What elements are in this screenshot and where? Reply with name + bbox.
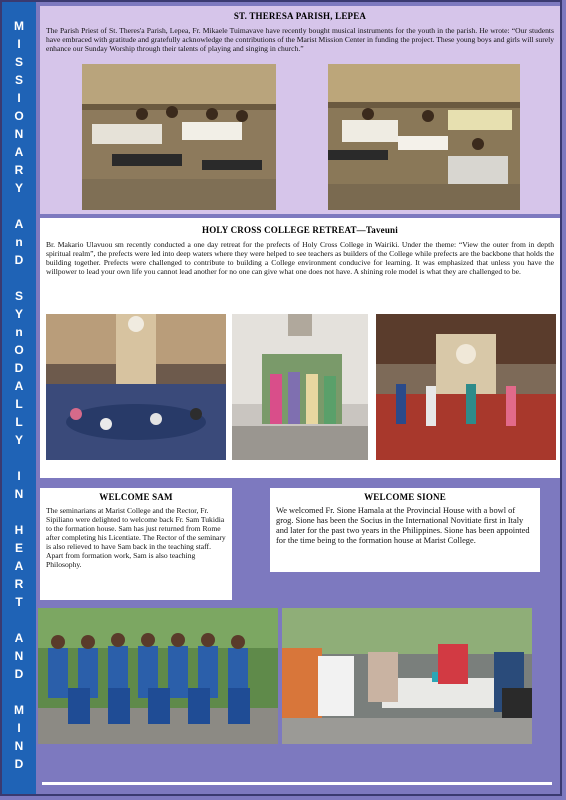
spine-letter: L [15,415,23,429]
photo-seminarians-group [38,608,278,744]
section-body: The seminarians at Marist College and the Rector, Fr. Sipiliano were delighted to welcome back Fr. Sam Tukidia to the formation house. Sam has just returned from Rome after completing his Licentiate. The Rector of the seminary is also relieved to have Sam back in the teaching staff. Apart from formation work, Sam is also teaching Philosophy. [46,506,226,569]
spine-letter: N [14,649,24,663]
photo-youth-keyboards-right [328,64,520,210]
spine-letter: n [15,325,23,339]
spine-letter: M [14,703,24,717]
spine-letter: N [14,739,24,753]
vertical-title-spine [2,2,36,796]
spine-letter: L [15,397,23,411]
st-theresa-parish-section [40,6,560,214]
spine-letter: I [17,91,21,105]
spine-letter: A [14,145,24,159]
spine-letter: S [14,73,23,87]
spine-letter: Y [14,433,23,447]
spine-letter: M [14,19,24,33]
spine-letter: Y [14,181,23,195]
photo-church-prayer-circle [46,314,226,460]
spine-letter: N [14,487,24,501]
spine-letter: A [14,559,24,573]
section-body: Br. Makario Ulavuou sm recently conducted a one day retreat for the prefects of Holy Cross College in Wairiki. Under the theme: “View the outer from in depth spiritual realm”, the prefects were led into deep waters where they were helped to see teachers as builders of the College while prefects are the backbone that holds the building together. Prefects were challenged to contribute to building a College environment conducive for learning. It was emphasized that unless you have the willpower to lead your own life you cannot lead another for no one can give what one does not have. A shining role model is what they are challenged to be. [46,240,554,276]
spine-letter: E [14,541,23,555]
spine-letter: I [17,37,21,51]
spine-letter: D [14,667,24,681]
spine-letter: T [15,595,23,609]
spine-letter: S [14,55,23,69]
spine-letter: n [15,235,23,249]
spine-letter: N [14,127,24,141]
photo-prayer-circle-hands [376,314,556,460]
spine-letter: A [14,631,24,645]
section-title: WELCOME SAM [99,492,173,502]
section-body: The Parish Priest of St. Theres'a Parish, Lepea, Fr. Mikaele Tuimavave have recently bought musical instruments for the youth in the parish. He wrote: “Our students have embraced with gratitude and gratefully acknowledge the contributions of the Marist Mission Center in funding the project. These young boys and girls will surely enhance our Sunday Worship through their talents of playing and singing in church.” [46,26,554,53]
spine-letter: D [14,253,24,267]
section-body: We welcomed Fr. Sione Hamala at the Provincial House with a bowl of grog. Sione has been the Socius in the International Novitiate first in Italy and later for the past two years in the Philippines. Sione has been appointed for the time being to the formation house at Marist College. [276,506,530,545]
spine-letter: I [17,721,21,735]
spine-letter: O [14,109,24,123]
photo-group-at-altar [232,314,368,460]
spine-letter: Y [14,307,23,321]
spine-letter: O [14,343,24,357]
spine-letter: I [17,469,21,483]
spine-letter: D [14,361,24,375]
section-title: HOLY CROSS COLLEGE RETREAT—Taveuni [202,225,398,235]
section-title: WELCOME SIONE [364,492,446,502]
photo-grog-welcome [282,608,532,744]
spine-letter: H [14,523,24,537]
spine-letter: R [14,577,24,591]
welcome-sam-section [40,488,232,600]
bottom-rule [42,782,552,785]
spine-letter: S [14,289,23,303]
spine-letter: D [14,757,24,771]
photo-youth-keyboards-left [82,64,276,210]
spine-letter: A [14,217,24,231]
spine-letter: R [14,163,24,177]
section-title: ST. THERESA PARISH, LEPEA [233,11,367,21]
holy-cross-retreat-section [40,218,560,478]
welcome-sione-section [270,488,540,572]
spine-letter: A [14,379,24,393]
